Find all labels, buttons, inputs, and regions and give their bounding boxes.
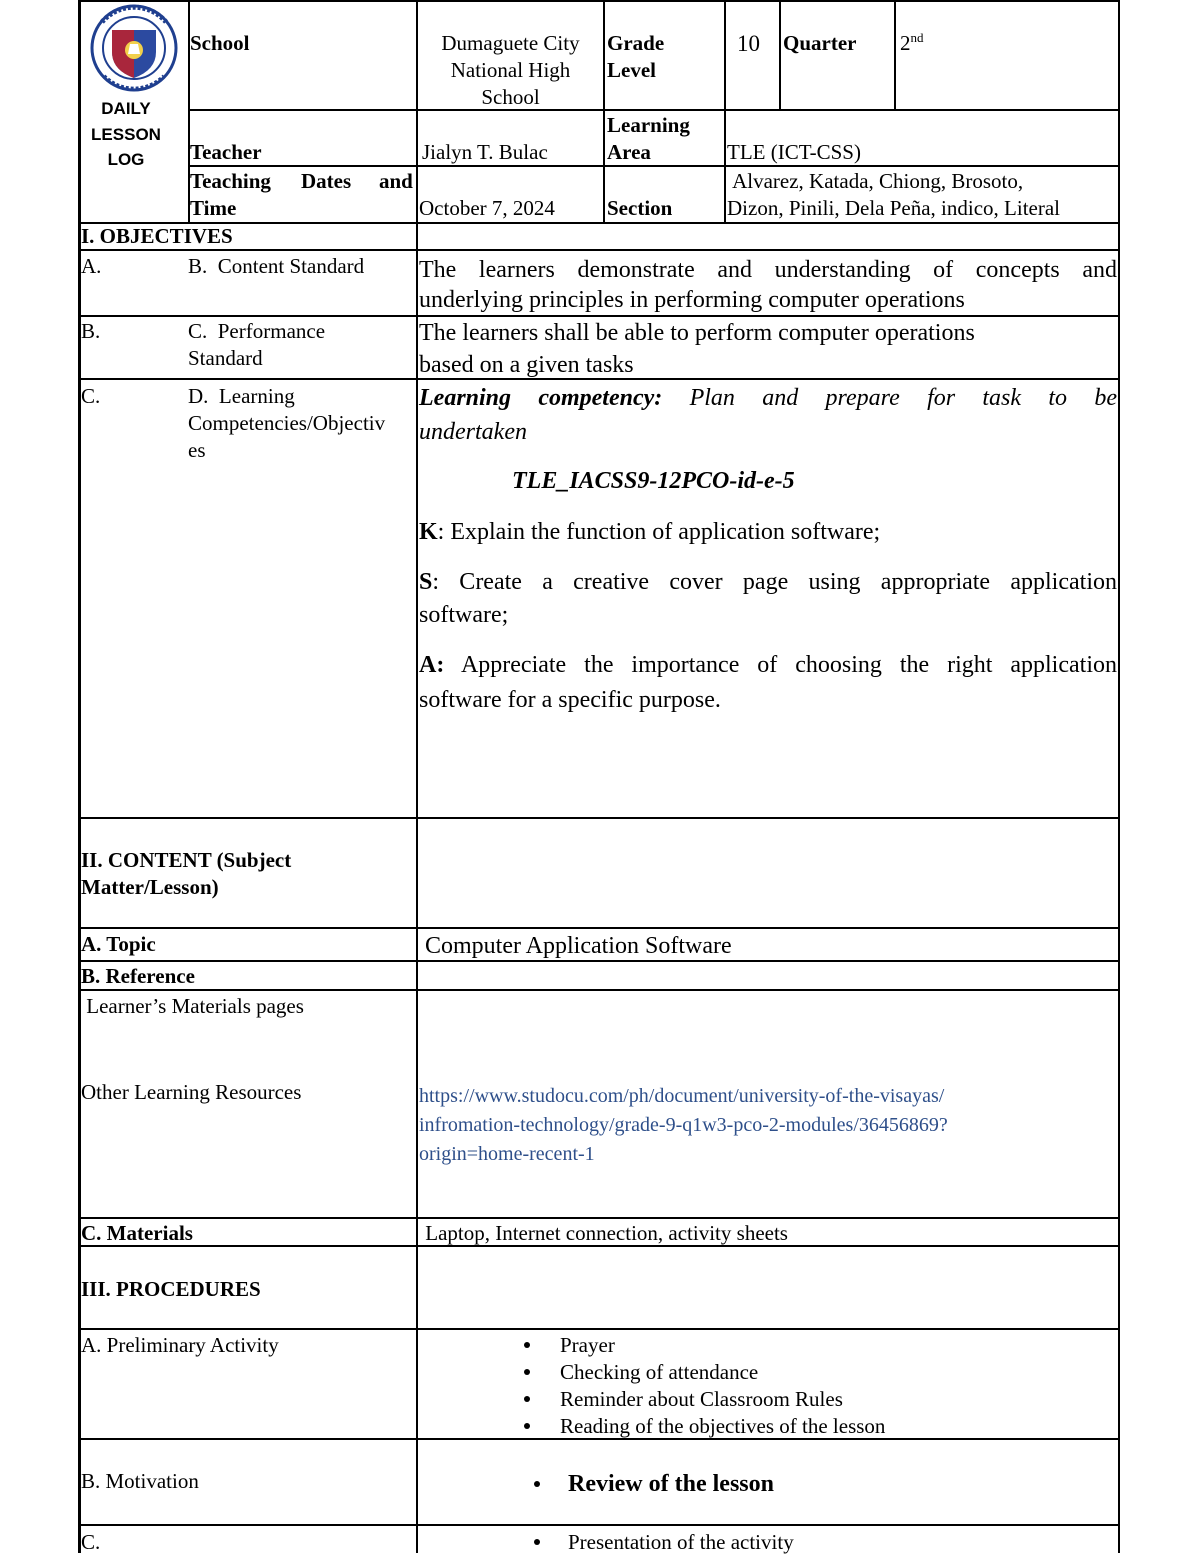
table-border bbox=[78, 249, 1120, 251]
school-value-line3: School bbox=[481, 85, 540, 109]
materials-value: Laptop, Internet connection, activity sheets bbox=[420, 1221, 788, 1245]
learning-competency-line1 bbox=[419, 383, 1117, 414]
section-value-line1: Alvarez, Katada, Chiong, Brosoto, bbox=[728, 169, 1024, 193]
learning-competency-label: Learning competency: bbox=[419, 385, 663, 411]
content-standard-label: B. Content Standard bbox=[188, 254, 365, 278]
table-border bbox=[78, 989, 1120, 991]
table-border bbox=[78, 927, 1120, 929]
area-label-line1: Learning bbox=[607, 113, 690, 137]
topic-label: A. Topic bbox=[81, 932, 156, 956]
performance-standard-letter: B. bbox=[81, 319, 101, 343]
table-border bbox=[188, 109, 1120, 111]
objective-a-line2: software for a specific purpose. bbox=[419, 687, 721, 713]
quarter-label: Quarter bbox=[783, 31, 857, 55]
motivation-item: Review of the lesson bbox=[568, 1471, 774, 1497]
section-value-line2: Dizon, Pinili, Dela Peña, indico, Literal bbox=[727, 196, 1061, 220]
grade-value: 10 bbox=[737, 31, 760, 56]
table-border bbox=[78, 1217, 1120, 1219]
competency-code: TLE_IACSS9-12PCO-id-e-5 bbox=[512, 468, 795, 494]
dates-label-line1: Teaching bbox=[190, 169, 271, 193]
competencies-label-line3: es bbox=[188, 438, 206, 462]
content-standard-text-line1: The learners demonstrate and understanding of concepts and bbox=[419, 257, 1117, 283]
procedure-c-item: Presentation of the activity bbox=[568, 1530, 794, 1554]
competencies-label-line1: D. Learning bbox=[188, 384, 295, 408]
dates-label-line2: Time bbox=[190, 196, 237, 220]
table-border bbox=[78, 1524, 1120, 1526]
content-heading-line2: Matter/Lesson) bbox=[81, 875, 219, 899]
table-border bbox=[779, 0, 781, 110]
preliminary-item: Checking of attendance bbox=[560, 1360, 759, 1384]
preliminary-item: Reading of the objectives of the lesson bbox=[560, 1414, 886, 1438]
preliminary-item: Prayer bbox=[560, 1333, 615, 1357]
table-border bbox=[603, 0, 605, 224]
objectives-heading: I. OBJECTIVES bbox=[81, 224, 233, 248]
logo-caption-log: LOG bbox=[107, 150, 145, 169]
grade-label-line2: Level bbox=[607, 58, 656, 82]
table-border bbox=[1118, 0, 1120, 1553]
area-label-line2: Area bbox=[607, 140, 651, 164]
grade-label-line1: Grade bbox=[607, 31, 665, 55]
learning-competency-text: Plan and prepare for task to be bbox=[662, 385, 1118, 411]
area-value: TLE (ICT-CSS) bbox=[727, 140, 861, 164]
content-standard-text-line2: underlying principles in performing computer operations bbox=[419, 287, 965, 313]
content-standard-letter: A. bbox=[81, 254, 102, 278]
materials-label: C. Materials bbox=[81, 1221, 193, 1245]
school-value-line1: Dumaguete City bbox=[441, 31, 580, 55]
performance-standard-label-line2: Standard bbox=[188, 346, 263, 370]
school-label: School bbox=[190, 31, 250, 55]
procedure-c-label: C. bbox=[81, 1530, 101, 1554]
objective-k: K: Explain the function of application software; bbox=[419, 519, 881, 545]
competencies-label-line2: Competencies/Objectiv bbox=[188, 411, 386, 435]
reference-label: B. Reference bbox=[81, 964, 195, 988]
dates-label-word3: and bbox=[379, 169, 413, 193]
performance-standard-text-line1: The learners shall be able to perform computer operations bbox=[419, 320, 975, 346]
learning-competency-line2: undertaken bbox=[419, 419, 527, 445]
other-resources-label: Other Learning Resources bbox=[81, 1080, 302, 1104]
quarter-value: 2nd bbox=[900, 30, 924, 55]
logo-caption-daily: DAILY bbox=[101, 99, 151, 118]
competencies-letter: C. bbox=[81, 384, 101, 408]
content-heading-line1: II. CONTENT (Subject bbox=[81, 848, 292, 872]
resource-link-line2[interactable]: infromation-technology/grade-9-q1w3-pco-2-modules/36456869? bbox=[419, 1114, 948, 1136]
logo-caption-lesson: LESSON bbox=[91, 125, 161, 144]
performance-standard-label-line1: C. Performance bbox=[188, 319, 326, 343]
motivation-label: B. Motivation bbox=[81, 1469, 199, 1493]
resource-link-line1[interactable]: https://www.studocu.com/ph/document/university-of-the-visayas/ bbox=[419, 1085, 945, 1107]
table-border bbox=[894, 0, 896, 110]
section-label: Section bbox=[607, 196, 673, 220]
deped-seal-icon bbox=[82, 4, 186, 92]
objective-a: A: Appreciate the importance of choosing the right application bbox=[419, 652, 1117, 678]
table-border bbox=[78, 222, 1120, 224]
table-border bbox=[78, 817, 1120, 819]
learners-materials-label: Learner’s Materials pages bbox=[81, 994, 304, 1018]
objective-s: S: Create a creative cover page using appropriate application bbox=[419, 569, 1117, 595]
preliminary-activity-label: A. Preliminary Activity bbox=[81, 1333, 279, 1357]
table-border bbox=[78, 1328, 1120, 1330]
table-border bbox=[188, 165, 1120, 167]
teacher-value: Jialyn T. Bulac bbox=[422, 140, 548, 164]
table-border bbox=[78, 0, 1120, 2]
teacher-label: Teacher bbox=[190, 140, 262, 164]
preliminary-item: Reminder about Classroom Rules bbox=[560, 1387, 843, 1411]
table-border bbox=[416, 0, 418, 1553]
topic-value: Computer Application Software bbox=[425, 933, 732, 959]
dates-value: October 7, 2024 bbox=[419, 196, 555, 220]
dates-label-word2: Dates bbox=[301, 169, 352, 193]
table-border bbox=[724, 0, 726, 224]
resource-link-line3[interactable]: origin=home-recent-1 bbox=[419, 1143, 595, 1165]
performance-standard-text-line2: based on a given tasks bbox=[419, 352, 634, 378]
objective-s-line2: software; bbox=[419, 602, 509, 628]
procedures-heading: III. PROCEDURES bbox=[81, 1277, 261, 1301]
school-value-line2: National High bbox=[450, 58, 571, 82]
